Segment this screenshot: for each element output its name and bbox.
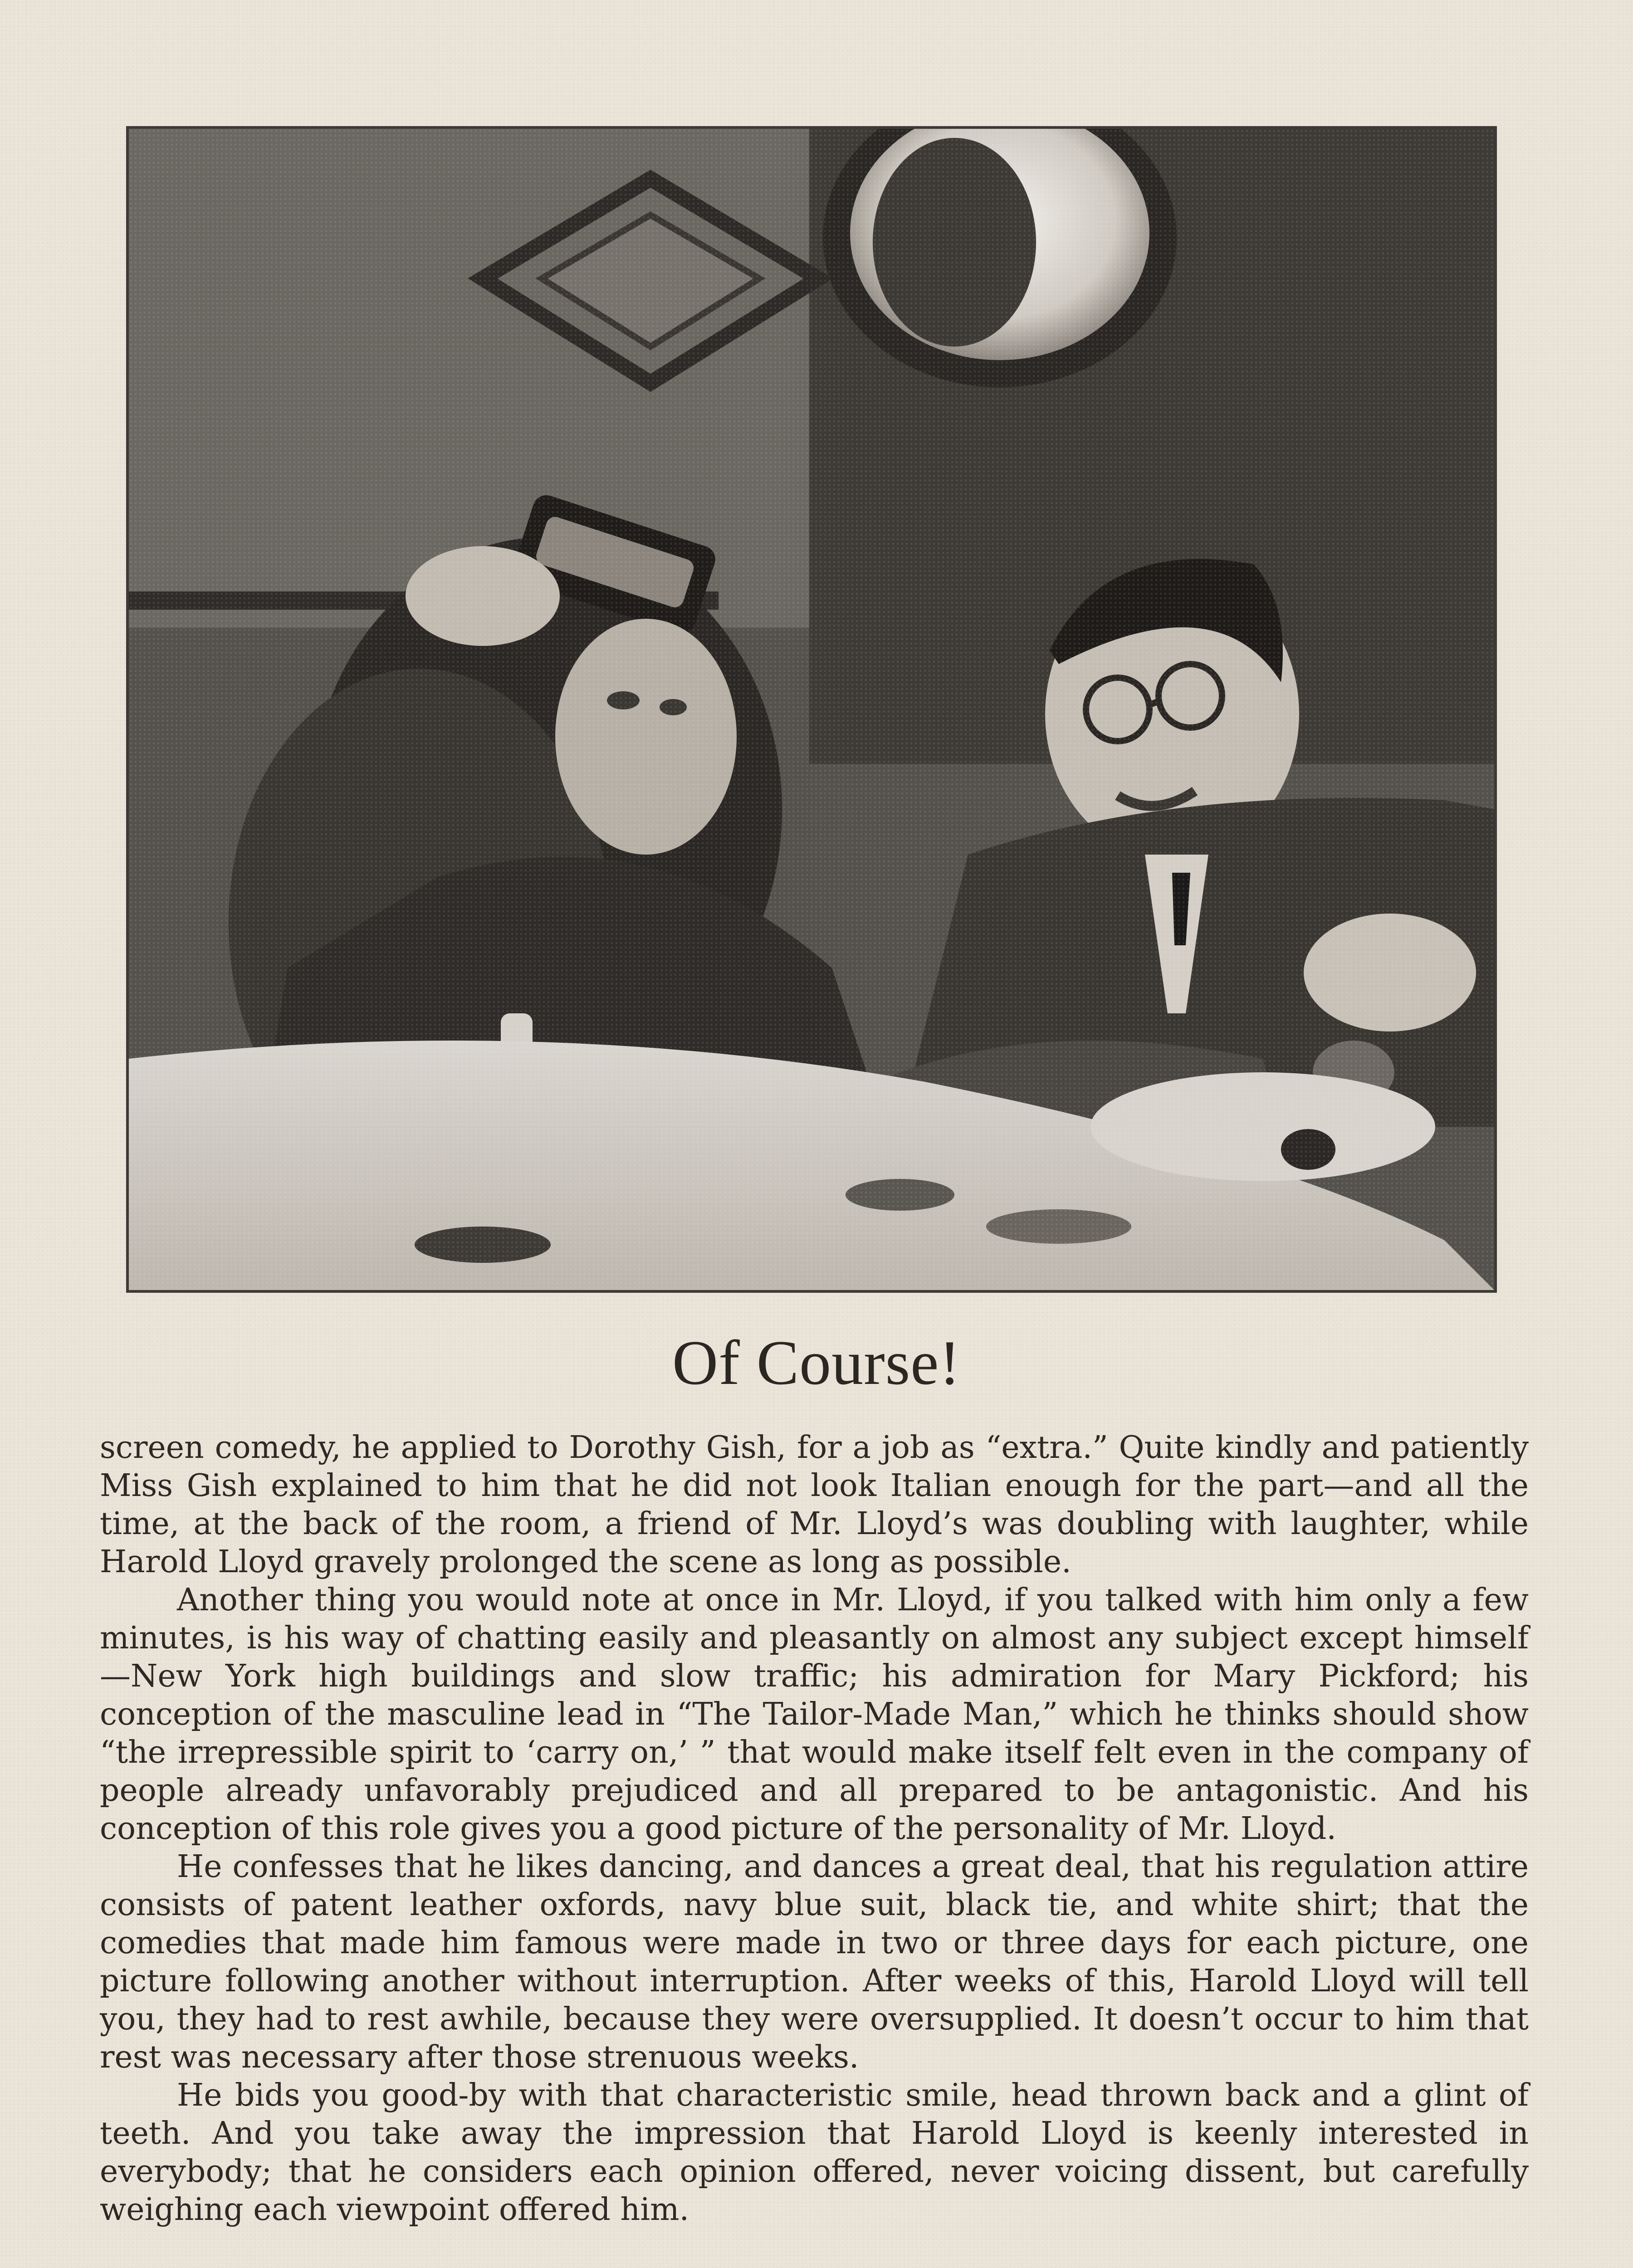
article-paragraph: Another thing you would note at once in Mr. Lloyd, if you talked with him only a few minutes, is his way of chatting easily and pleasantly on almost any subject except himself—New York high buildings and slow traffic; his admiration for Mary Pickford; his conception of the masculine lead in “The Tailor-Made Man,” which he thinks should show “the irrepressible spirit to ‘carry on,’ ” that would make itself felt even in the company of people already unfavorably prejudiced and all prepared to be antagonistic. And his conception of this role gives you a good picture of the personality of Mr. Lloyd. xyxy=(100,1582,1529,1847)
article-paragraph: screen comedy, he applied to Dorothy Gish, for a job as “extra.” Quite kindly and patiently Miss Gish explained to him that he did not look Italian enough for the part—and all the time, at the back of the room, a friend of Mr. Lloyd’s was doubling with laughter, while Harold Lloyd gravely prolonged the scene as long as possible. xyxy=(100,1430,1529,1580)
article-paragraph: He confesses that he likes dancing, and dances a great deal, that his regulation attire consists of patent leather oxfords, navy blue suit, black tie, and white shirt; that the comedies that made him famous were made in two or three days for each picture, one picture following another without interruption. After weeks of this, Harold Lloyd will tell you, they had to rest awhile, because they were oversupplied. It doesn’t occur to him that rest was necessary after those strenuous weeks. xyxy=(100,1849,1529,2075)
film-still-photo xyxy=(126,126,1497,1293)
article-body xyxy=(100,1429,1529,2229)
article-paragraph: He bids you good-by with that characteristic smile, head thrown back and a glint of teeth. And you take away the impression that Harold Lloyd is keenly interested in everybody; that he considers each opinion offered, never voicing dissent, but carefully weighing each viewpoint offered him. xyxy=(100,2077,1529,2228)
article-title: Of Course! xyxy=(672,1328,961,1398)
